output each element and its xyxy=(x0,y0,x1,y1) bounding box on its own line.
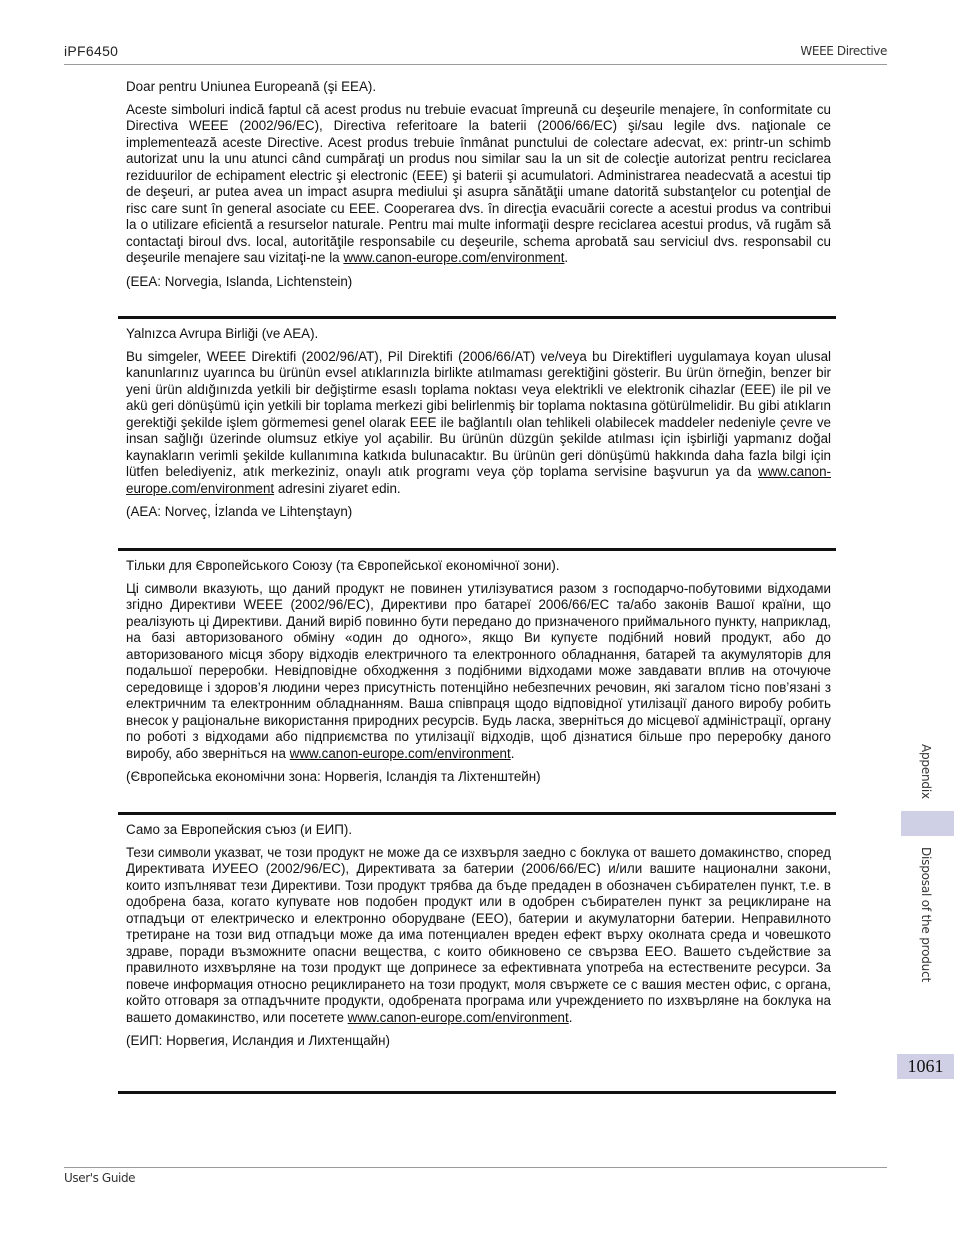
section-note: (EEA: Norvegia, Islanda, Lichtenstein) xyxy=(126,273,353,289)
section-body-text: Aceste simboluri indică faptul că acest produs nu trebuie evacuat împreună cu deşeurile menajere, în conformitate cu Directiva WEEE (2002/96/EC), Directiva referitoare la baterii (2006/66/EC) şi/sau legile dvs. naţionale ce implementează aceste Directive. Acest produs trebuie înmânat punctului de colectare adecvat, ex: printr-un schimb autorizat unu la unu atunci când cumpăraţi un produs nou similar sau la un sit de colecţie autorizat pentru reciclarea reziduurilor de echipament electric şi electronic (EEE) şi baterii şi acumulatori. Administrarea neadecvată a acestui tip de deşeuri, ar putea avea un impact asupra mediului şi asupra sănătăţii umane datorită substanţelor cu potenţial de risc care sunt în general asociate cu EEE. Cooperarea dvs. în direcţia evacuării corecte a acestui produs va contribui la o utilizare eficientă a resurselor naturale. Pentru mai multe informaţii despre reciclarea acestui produs, vă rugăm să contactaţi biroul dvs. local, autorităţile responsabile cu deşeurile, schema aprobată sau serviciul dvs. responsabil cu deşeurile menajere sau vizitaţi-ne la xyxy=(126,101,831,265)
section-divider xyxy=(118,812,836,815)
section-body-text: Bu simgeler, WEEE Direktifi (2002/96/AT), Pil Direktifi (2006/66/AT) ve/veya bu Direktifleri uygulamaya koyan ulusal kanunlarınız uyarınca bu ürünün evsel atıklarınızla birlikte atılmaması gerektiğini gösterir. Bu ürün örneğin, benzer bir yeni ürün aldığınızda yetkili bir değiştirme esaslı toplama noktası veya elektrikli ve elektronik cihazlar (EEE) ile pil ve akü geri dönüşümü için yetkili bir toplama merkezi gibi belirlenmiş bir toplama noktasına götürülmelidir. Bu gibi atıkların gerektiği şekilde işlem görmemesi genel olarak EEE ile bağlantılı olan tehlikeli olabilecek maddeler nedeniyle çevre ve insan sağlığı üzerinde olumsuz etkiye yol açabilir. Bu ürünün düzgün şekilde atılması için işbirliği yapmanız doğal kaynakların verimli şekilde kullanımına katkıda bulunacaktır. Bu ürünün geri dönüşümü hakkında daha fazla bilgi için lütfen belediyeniz, atık merkeziniz, onaylı atık programı veya çöp toplama servisine başvurun ya da xyxy=(126,348,831,479)
section-ukrainian xyxy=(126,558,831,786)
section-body-text: Тези символи указват, че този продукт не може да се изхвърля заедно с боклука от вашето домакинство, според Директивата ИУЕЕО (2002/96/EC), Директивата за батерии (2006/66/EC) и/или вашите национални закони, които изпълняват тези Директиви. Този продукт трябва да бъде предаден в обозначен събирателен пункт, т.е. в одобрена база, когато купувате нов подобен продукт или в одобрен събирателен пункт за рециклиране на отпадъци от електрическо и електронно оборудване (ЕЕО), батерии и акумулаторни батерии. Неправилното третиране на този вид отпадъци може да има потенциален вреден ефект върху околната среда и човешкото здраве, поради възможните опасни вещества, с които обикновено се свързва ЕЕО. Вашето съдействие за правилното изхвърляне на този продукт ще допринесе за ефективната употреба на естествените ресурси. За повече информация относно рециклирането на този продукт, моля свържете се с вашия местен офис, с органа, който отговаря за отпадъчните продукти, одобрената програма или учреждението по изхвърляне на боклука на вашето домакинство, или посетете xyxy=(126,844,831,1025)
header-model: iPF6450 xyxy=(64,43,119,59)
header-divider xyxy=(64,64,887,65)
header-section-title: WEEE Directive xyxy=(800,44,887,58)
environment-link[interactable]: www.canon-europe.com/environment xyxy=(343,250,565,265)
environment-link[interactable]: www.canon-europe.com/environment xyxy=(126,464,831,496)
section-body xyxy=(126,102,831,267)
footer-divider xyxy=(64,1167,887,1168)
section-romanian xyxy=(126,79,831,290)
side-tab-disposal[interactable]: Disposal of the product xyxy=(919,847,933,982)
section-body-tail: . xyxy=(568,1009,573,1025)
section-bulgarian xyxy=(126,822,831,1050)
footer-guide-title: User's Guide xyxy=(64,1171,136,1185)
section-body xyxy=(126,845,831,1027)
section-heading: Само за Европейския съюз (и ЕИП). xyxy=(126,822,353,837)
section-heading: Doar pentru Uniunea Europeană (şi EEA). xyxy=(126,79,377,94)
environment-link[interactable]: www.canon-europe.com/environment xyxy=(289,745,511,761)
page-number: 1061 xyxy=(907,1056,944,1076)
environment-link[interactable]: www.canon-europe.com/environment xyxy=(347,1009,569,1025)
section-note: (Європейська економічни зона: Норвегія, Ісландія та Ліхтенштейн) xyxy=(126,769,541,784)
section-body-tail: . xyxy=(564,250,569,265)
side-tab-marker xyxy=(901,811,954,836)
section-body xyxy=(126,581,831,763)
section-divider xyxy=(118,1091,836,1094)
side-tab-appendix[interactable]: Appendix xyxy=(919,744,933,799)
section-body-tail: . xyxy=(510,745,515,761)
section-body-tail: adresini ziyaret edin. xyxy=(274,480,401,496)
section-turkish xyxy=(126,326,831,521)
section-divider xyxy=(118,316,836,319)
section-note: (ЕИП: Норвегия, Исландия и Лихтенщайн) xyxy=(126,1033,390,1048)
section-divider xyxy=(118,548,836,551)
section-heading: Yalnızca Avrupa Birliği (ve AEA). xyxy=(126,326,319,341)
section-note: (AEA: Norveç, İzlanda ve Lihtenştayn) xyxy=(126,504,353,519)
section-body xyxy=(126,349,831,498)
section-heading: Тільки для Європейського Союзу (та Європейської економічної зони). xyxy=(126,558,560,573)
section-body-text: Ці символи вказують, що даний продукт не повинен утилізуватися разом з господарчо-побутовими відходами згідно Директиви WEEE (2002/96/EC), Директиви про батареї 2006/66/EC та/або законів Вашої країни, що реалізують ці Директиви. Даний виріб повинно бути передано до призначеного приймального пункту, наприклад, на базі авторизованого обміну «один до одного», якщо Ви купуєте подібний новий продукт, або до авторизованого місця збору відходів електричного та електронного обладнання, батарей та акумуляторів для подальшої переробки. Невідповідне обходження з подібними відходами може завдавати вплив на оточуюче середовище і здоров’я людини через присутність потенційно небезпечних речовин, які загалом тісно пов’язані з електричним та електронним обладнанням. Ваша співпраця щодо відповідної утилізації даного виробу робить внесок у раціональне використання природних ресурсів. Будь ласка, зверніться до місцевої адміністрації, органу по роботі з відходами або підприємства по утилізації відходів, щоб дізнатися більше про переробку даного виробу, або зверніться на xyxy=(126,580,831,761)
